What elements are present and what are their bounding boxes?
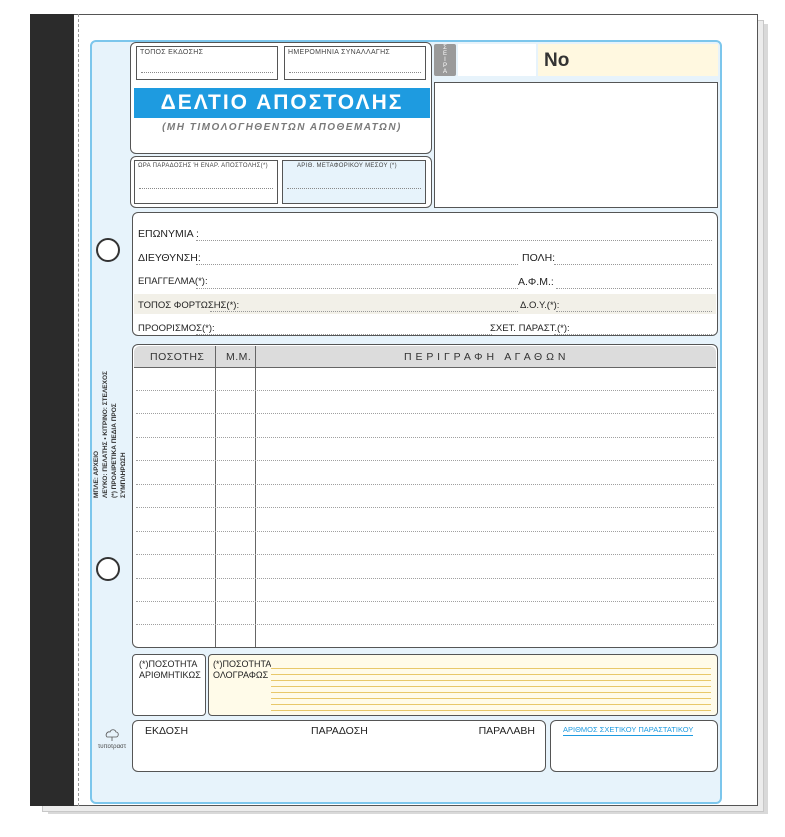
copy-legend-white: ΛΕΥΚΟ: ΠΕΛΑΤΗΣ • ΚΙΤΡΙΝΟ: ΣΤΕΛΕΧΟΣ [102, 371, 109, 498]
copy-legend-blue: ΜΠΛΕ: ΑΡΧΕΙΟ [93, 450, 100, 498]
delivery-time-label: ΩΡΑ ΠΑΡΑΔΟΣΗΣ Ή ΕΝΑΡ. ΑΠΟΣΤΟΛΗΣ(*) [138, 163, 268, 169]
related-doc-label: ΣΧΕΤ. ΠΑΡΑΣΤ.(*): [490, 323, 570, 334]
vat-line[interactable] [556, 288, 712, 289]
tax-office-line[interactable] [556, 311, 712, 312]
place-of-issue-field[interactable] [136, 46, 278, 80]
unit-header: Μ.Μ. [226, 351, 252, 363]
destination-line[interactable] [196, 334, 492, 335]
qty-words-label: (*)ΠΟΣΟΤΗΤΑ ΟΛΟΓΡΑΦΩΣ [213, 659, 271, 680]
profession-label: ΕΠΑΓΓΕΛΜΑ(*): [138, 276, 208, 287]
destination-label: ΠΡΟΟΡΙΣΜΟΣ(*): [138, 323, 215, 334]
qty-numeric-label: (*)ΠΟΣΟΤΗΤΑ ΑΡΙΘΜΗΤΙΚΩΣ [139, 659, 201, 680]
vat-label: Α.Φ.Μ.: [518, 276, 554, 288]
punch-hole-top [96, 238, 120, 262]
document-title: ΔΕΛΤΙΟ ΑΠΟΣΤΟΛΗΣ [134, 88, 430, 118]
name-line[interactable] [196, 240, 712, 241]
related-doc-line[interactable] [554, 334, 712, 335]
table-row[interactable] [136, 484, 714, 486]
delivery-time-field[interactable] [134, 160, 278, 204]
table-row[interactable] [136, 554, 714, 556]
receipt-signature-label: ΠΑΡΑΛΑΒΗ [478, 725, 535, 737]
publisher-logo-text: τυποτραστ [97, 744, 127, 750]
city-label: ΠΟΛΗ: [522, 252, 556, 264]
related-number-label: ΑΡΙΘΜΟΣ ΣΧΕΤΙΚΟΥ ΠΑΡΑΣΤΑΤΙΚΟΥ [563, 725, 694, 734]
publisher-logo-icon [104, 728, 120, 742]
issue-signature-label: ΕΚΔΟΣΗ [145, 725, 189, 737]
table-row[interactable] [136, 578, 714, 580]
table-row[interactable] [136, 413, 714, 415]
copy-legend [92, 368, 132, 498]
customer-box [132, 212, 718, 336]
stamp-area[interactable] [434, 82, 718, 208]
series-tag: ΣΕΙΡΑ [434, 44, 456, 76]
vehicle-number-label: ΑΡΙΘ. ΜΕΤΑΦΟΡΙΚΟΥ ΜΕΣΟΥ (*) [297, 163, 397, 169]
profession-line[interactable] [196, 288, 518, 289]
quantity-header: ΠΟΣΟΤΗΣ [150, 351, 205, 363]
number-label: No [544, 50, 570, 71]
table-row[interactable] [136, 531, 714, 533]
binding-spine [30, 14, 74, 806]
transaction-date-label: ΗΜΕΡΟΜΗΝΙΑ ΣΥΝΑΛΛΑΓΗΣ [288, 49, 391, 56]
perforation-line [78, 14, 79, 806]
place-of-issue-label: ΤΟΠΟΣ ΕΚΔΟΣΗΣ [140, 49, 204, 56]
table-row[interactable] [136, 601, 714, 603]
loading-place-label: ΤΟΠΟΣ ΦΟΡΤΩΣΗΣ(*): [138, 300, 240, 311]
city-line[interactable] [554, 264, 712, 265]
table-row[interactable] [136, 624, 714, 626]
table-row[interactable] [136, 390, 714, 392]
optional-fields-note: (*) ΠΡΟΑΙΡΕΤΙΚΑ ΠΕΔΙΑ ΠΡΟΣ ΣΥΜΠΛΗΡΩΣΗ [111, 403, 127, 498]
qty-numeric-field[interactable] [132, 654, 206, 716]
description-header: Π Ε Ρ Ι Γ Ρ Α Φ Η Α Γ Α Θ Ω Ν [404, 351, 566, 363]
vehicle-number-field[interactable] [282, 160, 426, 204]
table-row[interactable] [136, 437, 714, 439]
address-label: ΔΙΕΥΘΥΝΣΗ: [138, 252, 201, 264]
document-subtitle: (ΜΗ ΤΙΜΟΛΟΓΗΘΕΝΤΩΝ ΑΠΟΘΕΜΑΤΩΝ) [162, 122, 402, 133]
punch-hole-bottom [96, 557, 120, 581]
goods-table-header [134, 346, 716, 368]
address-line[interactable] [196, 264, 518, 265]
name-label: ΕΠΩΝΥΜΙΑ : [138, 228, 199, 240]
transaction-date-field[interactable] [284, 46, 426, 80]
table-row[interactable] [136, 507, 714, 509]
series-field[interactable] [458, 44, 536, 76]
publisher-logo [92, 728, 132, 756]
tax-office-label: Δ.Ο.Υ.(*): [520, 300, 560, 311]
qty-words-lines [271, 663, 711, 711]
qty-words-field[interactable] [208, 654, 718, 716]
loading-place-line[interactable] [210, 311, 518, 312]
table-row[interactable] [136, 460, 714, 462]
related-number-box[interactable] [550, 720, 718, 772]
delivery-signature-label: ΠΑΡΑΔΟΣΗ [311, 725, 368, 737]
signatures-box [132, 720, 546, 772]
